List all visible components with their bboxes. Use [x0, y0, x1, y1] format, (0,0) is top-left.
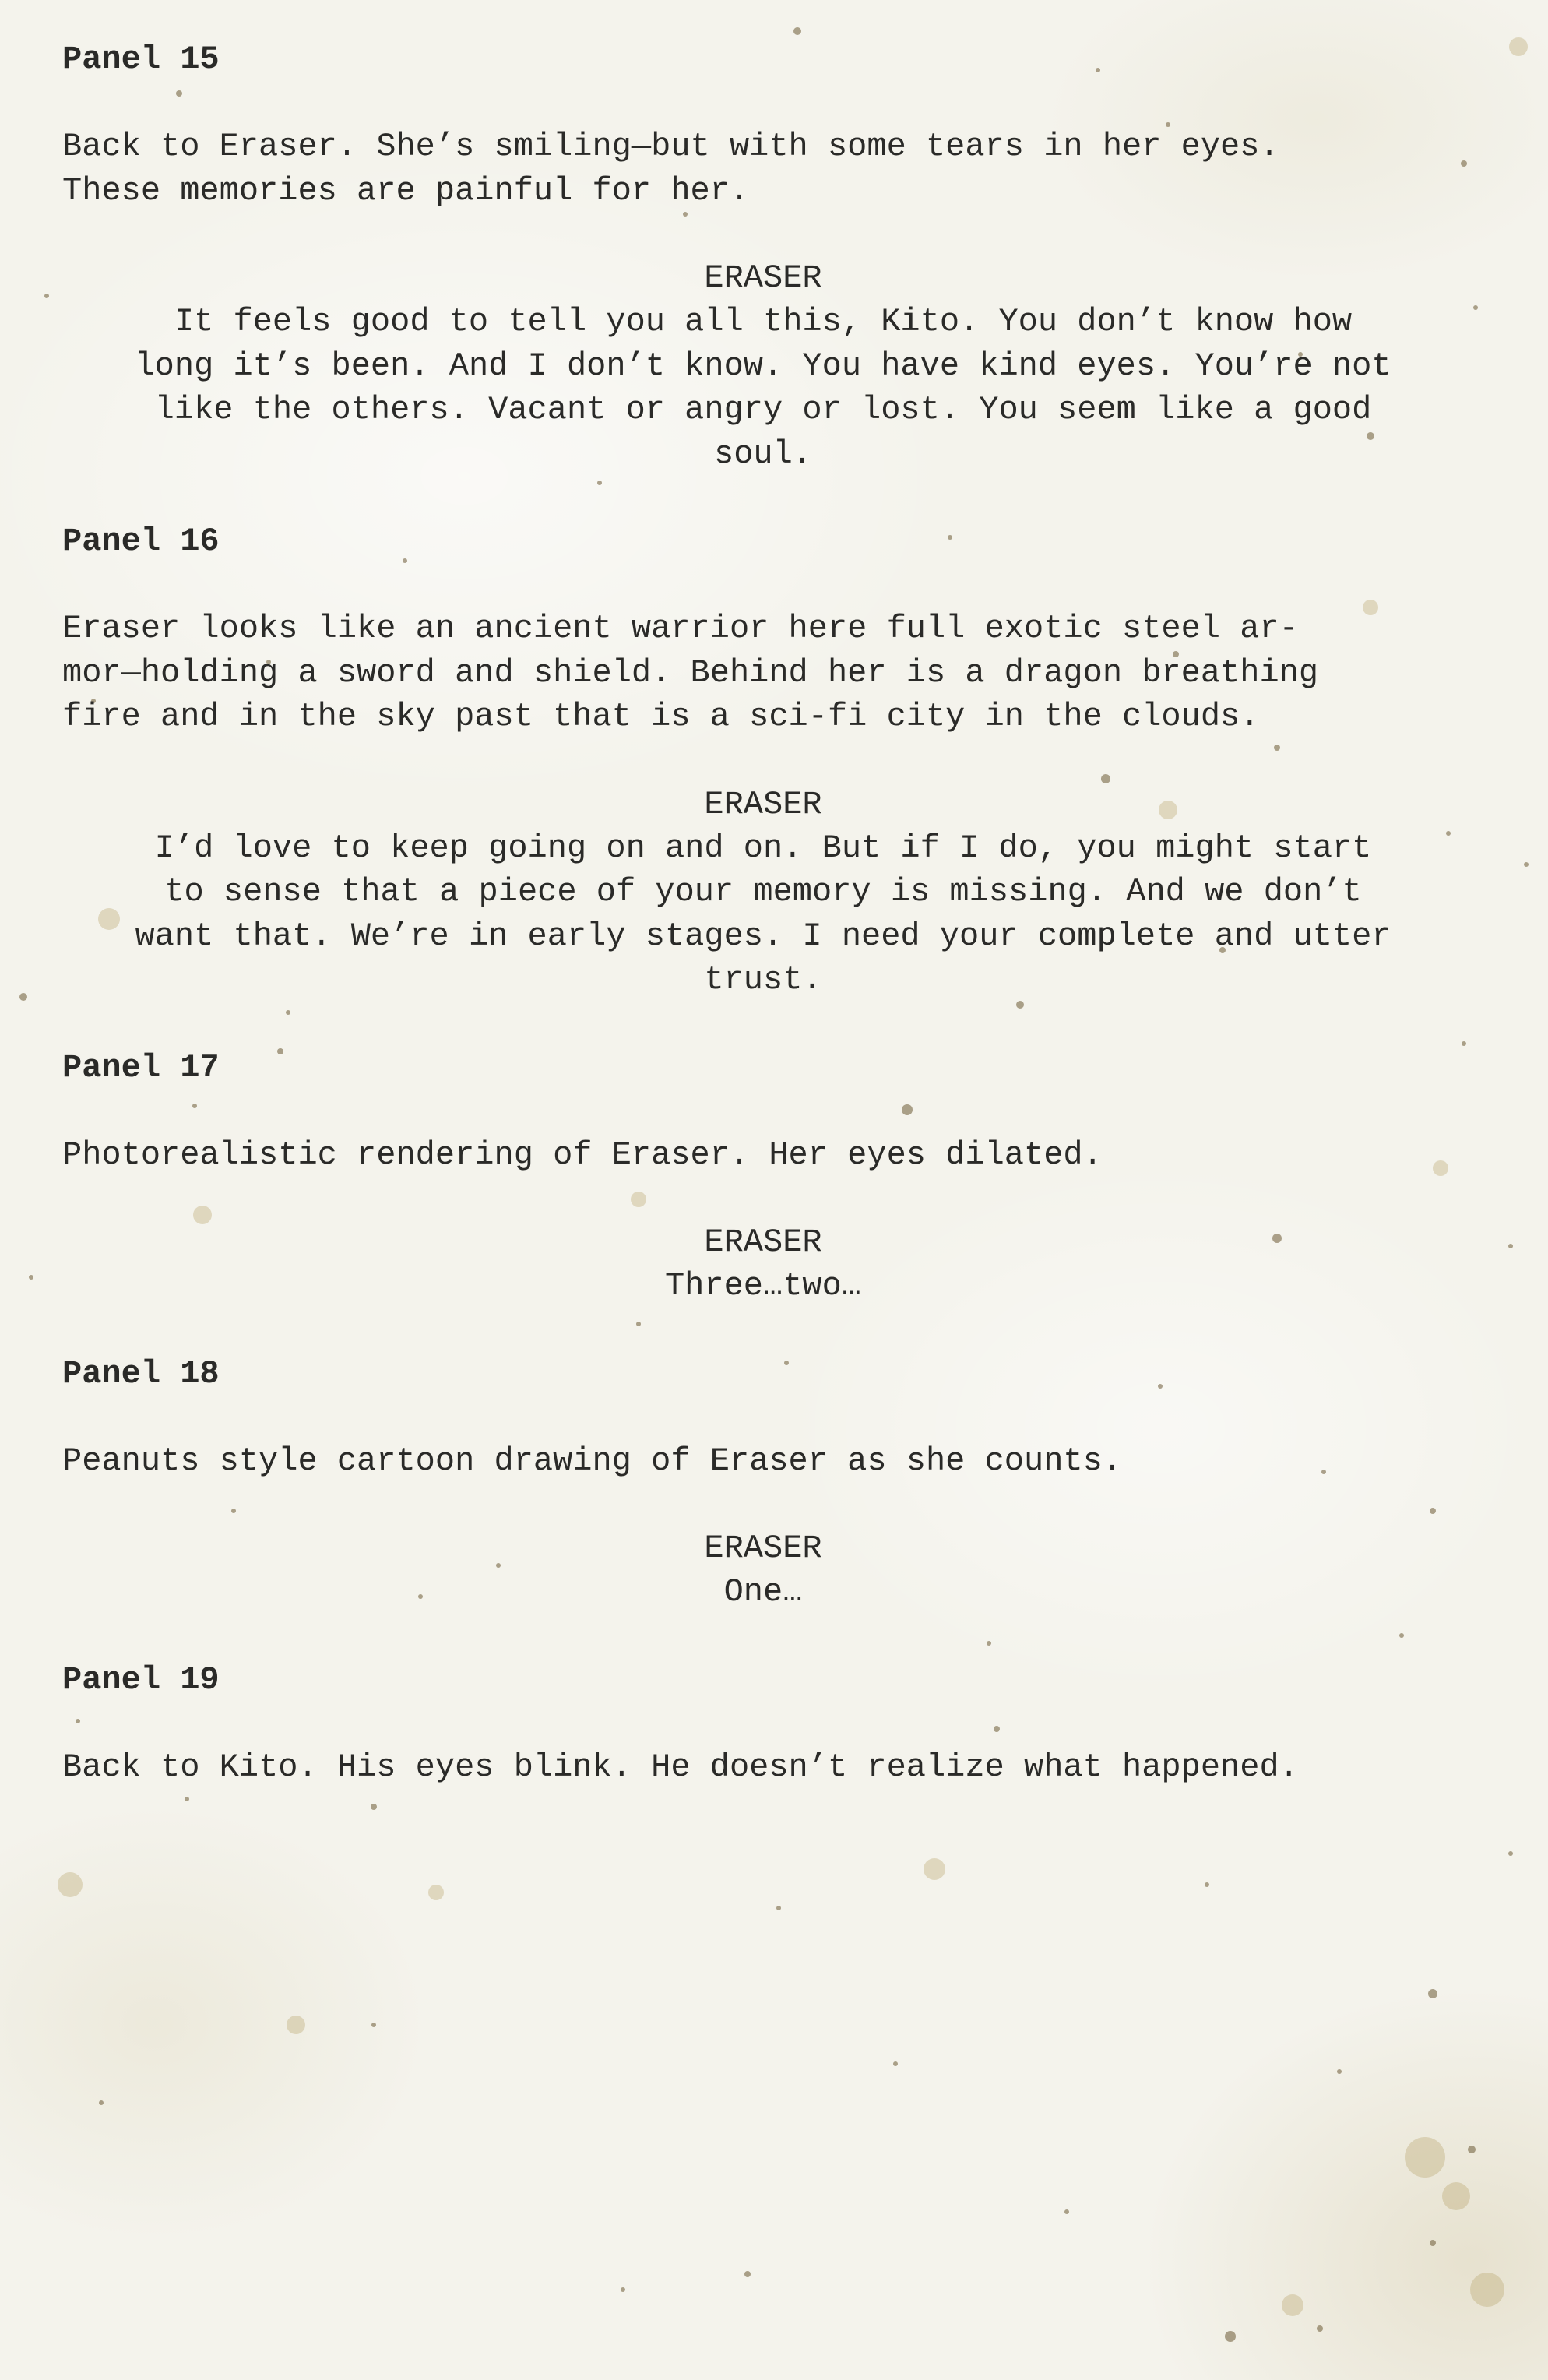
- panel-17-dialogue: Three…two…: [664, 1267, 862, 1304]
- panel-17-character: ERASER: [704, 1223, 822, 1261]
- panel-16-action: Eraser looks like an ancient warrior here full exotic steel ar- mor—holding a sword and shield. Behind her is a dragon breathing fire and in the sky past that is a sci-fi city in the clouds.: [62, 610, 1319, 735]
- panel-18-action: Peanuts style cartoon drawing of Eraser as she counts.: [62, 1442, 1123, 1480]
- script-page: [62, 37, 1464, 1833]
- panel-19-heading: Panel 19: [62, 1660, 220, 1699]
- panel-15-heading: Panel 15: [62, 40, 220, 78]
- panel-15-action: Back to Eraser. She’s smiling—but with some tears in her eyes. These memories are painful for her.: [62, 128, 1279, 209]
- panel-17-heading: Panel 17: [62, 1048, 220, 1086]
- panel-16-dialogue: I’d love to keep going on and on. But if I do, you might start to sense that a piece of your memory is missing. And we don’t want that. We’re in early stages. I need your complete and utter trust.: [135, 829, 1391, 998]
- panel-15-character: ERASER: [704, 259, 822, 297]
- panel-18-character: ERASER: [704, 1530, 822, 1567]
- panel-18-dialogue: One…: [723, 1573, 803, 1611]
- panel-15-dialogue: It feels good to tell you all this, Kito. You don’t know how long it’s been. And I don’t know. You have kind eyes. You’re not like the others. Vacant or angry or lost. You seem like a good soul.: [135, 303, 1391, 473]
- panel-18-heading: Panel 18: [62, 1354, 220, 1392]
- panel-19-action: Back to Kito. His eyes blink. He doesn’t realize what happened.: [62, 1748, 1299, 1786]
- panel-16-character: ERASER: [704, 785, 822, 823]
- panel-17-action: Photorealistic rendering of Eraser. Her eyes dilated.: [62, 1135, 1103, 1174]
- panel-16-heading: Panel 16: [62, 523, 220, 560]
